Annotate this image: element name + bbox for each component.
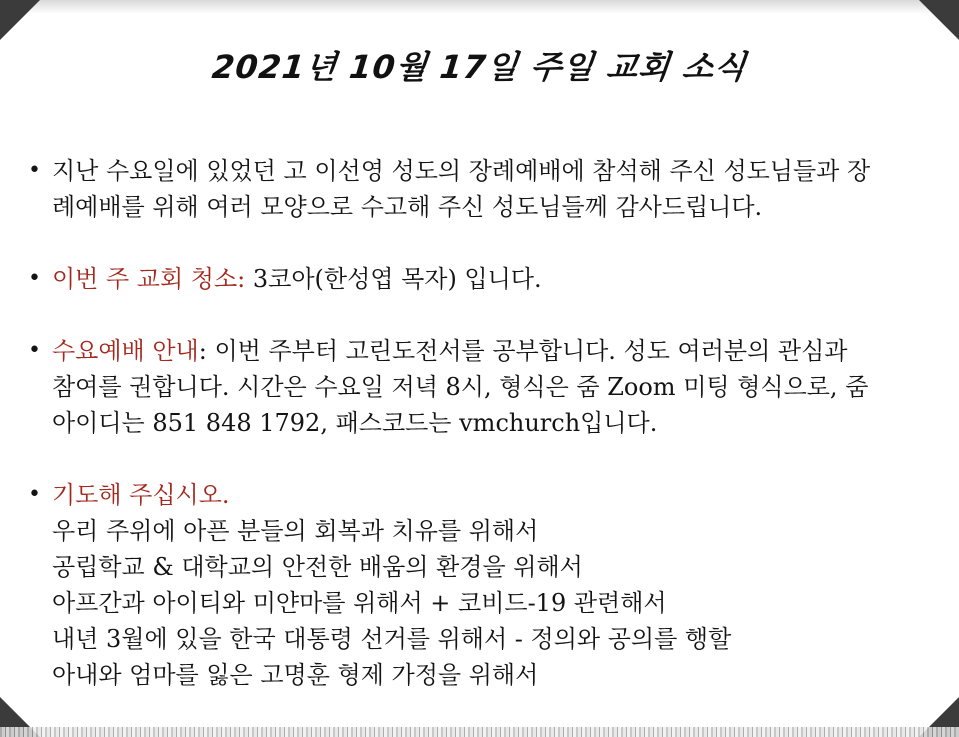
page-title: 2021년 10월 17일 주일 교회 소식 [210,48,749,86]
item-first-line [52,261,943,297]
item-first-line [52,333,943,369]
list-item-condolence-thanks [28,153,943,225]
bullet-icon: • [28,338,41,363]
prayer-line: 아프간과 아이티와 미얀마를 위해서 + 코비드-19 관련해서 [52,589,667,617]
item-heading: 이번 주 교회 청소: [52,265,246,293]
list-item-prayer-requests [28,477,943,693]
prayer-line: 아내와 엄마를 잃은 고명훈 형제 가정을 위해서 [52,661,539,689]
item-text-line: 참여를 권합니다. 시간은 수요일 저녁 8시, 형식은 줌 Zoom 미팅 형식으로, 줌 [52,373,869,401]
prayer-line: 공립학교 & 대학교의 안전한 배움의 환경을 위해서 [52,553,583,581]
top-edge [0,0,959,14]
corner-top-left [0,0,40,40]
list-item-wednesday-service [28,333,943,441]
item-text-line: 아이디는 851 848 1792, 패스코드는 vmchurch입니다. [52,409,658,437]
item-heading: 기도해 주십시오. [52,481,230,509]
item-text: : 이번 주부터 고린도전서를 공부합니다. 성도 여러분의 관심과 [198,337,848,365]
item-text-line: 례예배를 위해 여러 모양으로 수고해 주신 성도님들께 감사드립니다. [52,193,763,221]
item-heading: 수요예배 안내 [52,337,199,365]
prayer-line: 내년 3월에 있을 한국 대통령 선거를 위해서 - 정의와 공의를 행할 [52,625,732,653]
prayer-line: 우리 주위에 아픈 분들의 회복과 치유를 위해서 [52,517,539,545]
corner-top-right [919,0,959,40]
item-text: 3코아(한성엽 목자) 입니다. [245,265,542,293]
bullet-icon: • [28,482,41,507]
list-item-church-cleaning [28,261,943,297]
item-text-line: 지난 수요일에 있었던 고 이선영 성도의 장례예배에 참석해 주신 성도님들과 장 [52,157,871,185]
bullet-icon: • [28,266,41,291]
announcement-list [28,153,943,729]
bullet-icon: • [28,158,41,183]
